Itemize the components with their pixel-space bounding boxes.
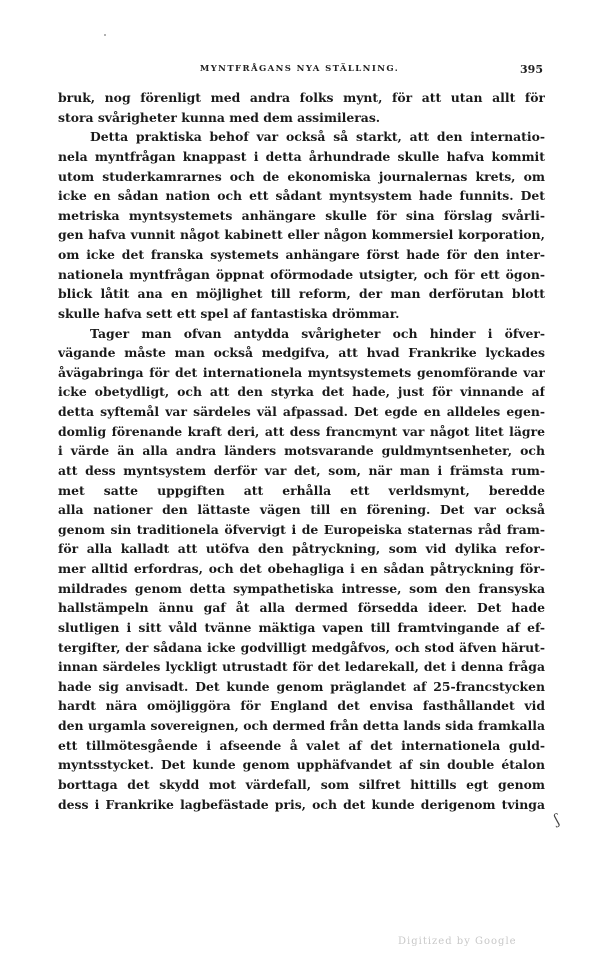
text-line: detta syftemål var särdeles väl afpassad. Det egde en alldeles egen- — [58, 404, 545, 419]
text-line: met satte uppgiften att erhålla ett verldsmynt, beredde — [58, 482, 545, 498]
text-line: för alla kalladt att utöfva den påtryckning, som vid dylika refor- — [58, 541, 545, 557]
text-line: metriska myntsystemets anhängare skulle för sina förslag svårli- — [58, 207, 545, 223]
text-line: gen hafva vunnit något kabinett eller någon kommersiel korporation, — [58, 227, 545, 243]
text-line: dess i Frankrike lagbefästade pris, och det kunde derigenom tvinga — [58, 796, 545, 812]
text-line: mer alltid erfordras, och det obehagliga i en sådan påtryckning för- — [58, 561, 545, 576]
scan-watermark: Digitized by Google — [398, 936, 517, 947]
page-number: 395 — [520, 63, 543, 76]
text-line: hallstämpeln ännu gaf åt alla dermed försedda ideer. Det hade — [58, 600, 545, 616]
text-line: mildrades genom detta sympathetiska intresse, som den fransyska — [58, 580, 545, 596]
body-text — [58, 88, 545, 814]
text-line: hardt nära omöjliggöra för England det envisa fasthållandet vid — [58, 698, 545, 714]
text-line: stora svårigheter kunna med dem assimileras. — [58, 109, 381, 125]
running-header — [56, 64, 543, 80]
text-line: myntsstycket. Det kunde genom upphäfvandet af sin double étalon — [58, 757, 545, 773]
text-line: alla nationer den lättaste vägen till en förening. Det var också — [58, 502, 545, 518]
text-line: blick låtit ana en möjlighet till reform, der man derförutan blott — [58, 286, 545, 302]
text-line: Detta praktiska behof var också så starkt, att den internatio- — [90, 129, 545, 145]
text-line: nela myntfrågan knappast i detta århundrade skulle hafva kommit — [58, 148, 545, 164]
text-line: domlig förenande kraft deri, att dess francmynt var något litet lägre — [58, 423, 545, 439]
text-line: icke en sådan nation och ett sådant myntsystem hade funnits. Det — [58, 188, 545, 204]
text-line: bruk, nog förenligt med andra folks mynt, för att utan allt för — [58, 90, 545, 105]
text-line: att dess myntsystem derför var det, som, när man i främsta rum- — [58, 462, 545, 478]
text-line: den urgamla sovereignen, och dermed från detta lands sida framkalla — [58, 718, 545, 733]
text-line: i värde än alla andra länders motsvarande guldmyntsenheter, och — [58, 443, 545, 459]
text-line: Tager man ofvan antydda svårigheter och hinder i öfver- — [90, 325, 545, 341]
text-line: innan särdeles lyckligt utrustadt för det ledarekall, det i denna fråga — [58, 659, 545, 675]
text-line: hade sig anvisadt. Det kunde genom präglandet af 25-francstycken — [58, 678, 545, 694]
text-line: utom studerkamrarnes och de ekonomiska journalernas krets, om — [58, 168, 545, 184]
text-line: ett tillmötesgående i afseende å valet af det internationela guld- — [58, 737, 545, 753]
text-line: om icke det franska systemets anhängare först hade för den inter- — [58, 247, 545, 262]
text-line: tergifter, der sådana icke godvilligt medgåfvos, och stod äfven härut- — [58, 639, 545, 655]
text-line: nationela myntfrågan öppnat oförmodade utsigter, och för ett ögon- — [58, 266, 545, 282]
margin-pencil-mark: ʃ — [552, 811, 562, 829]
text-line: åvägabringa för det internationela myntsystemets genomförande var — [58, 364, 545, 380]
text-line: vägande måste man också medgifva, att hvad Frankrike lyckades — [58, 345, 545, 361]
text-line: skulle hafva sett ett spel af fantastiska drömmar. — [58, 305, 400, 321]
text-line: slutligen i sitt våld tvänne mäktiga vapen till framtvingande af ef- — [58, 619, 545, 635]
text-line: borttaga det skydd mot värdefall, som silfret hittills egt genom — [58, 776, 545, 792]
text-line: icke obetydligt, och att den styrka det hade, just för vinnande af — [58, 384, 545, 400]
text-line: genom sin traditionela öfvervigt i de Europeiska staternas råd fram- — [58, 521, 545, 537]
ink-speck — [104, 34, 106, 36]
running-title: MYNTFRÅGANS NYA STÄLLNING. — [199, 64, 400, 74]
